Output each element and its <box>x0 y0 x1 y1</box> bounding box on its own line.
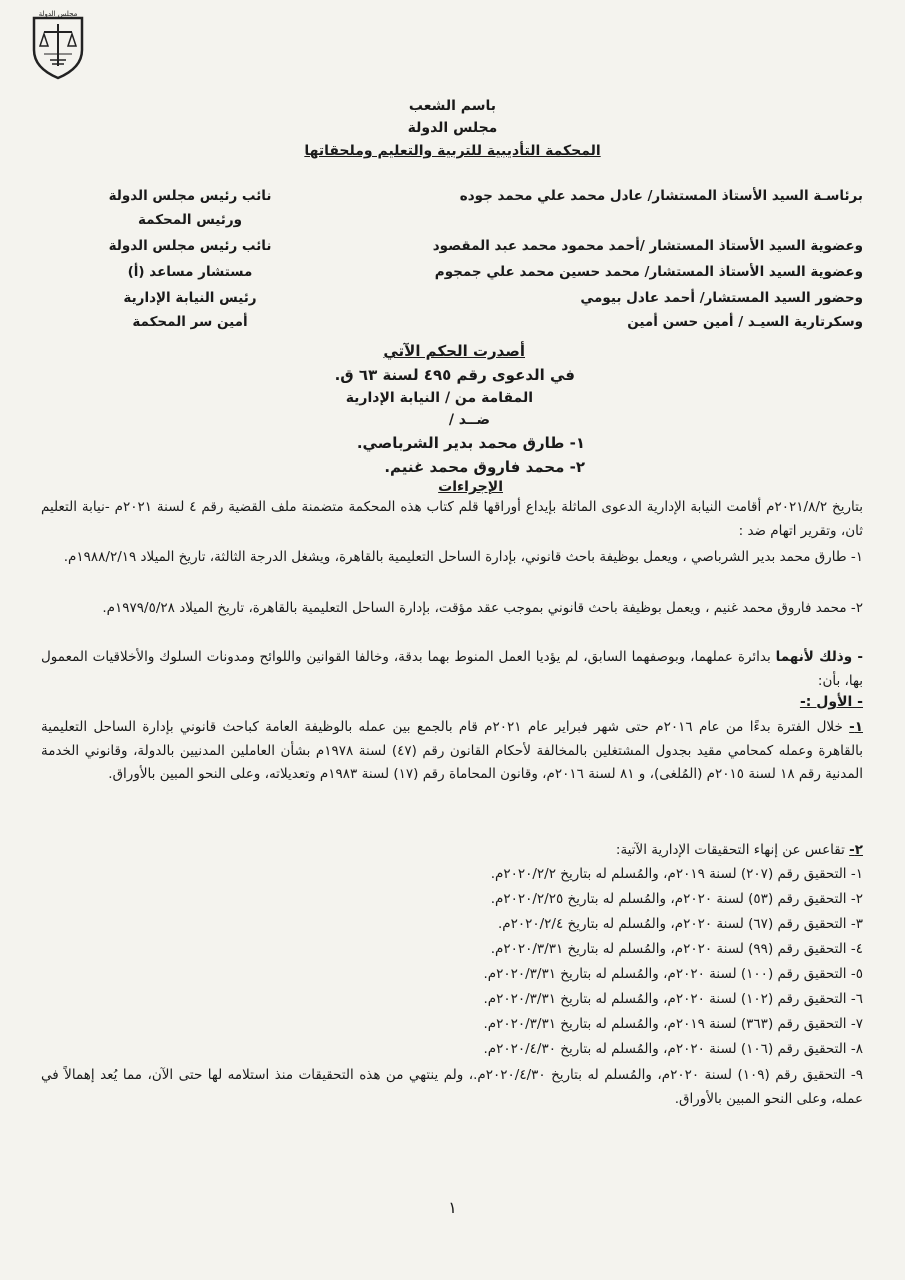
investigation-item-9: ٩- التحقيق رقم (١٠٩) لسنة ٢٠٢٠م، والمُسلم له بتاريخ ٢٠٢٠/٤/٣٠م.، ولم ينتهي من هذه التحقيقات منذ استلامه لها حتى الآن، مما يُعد إهمالاً في عمله، وعلى النحو المبين بالأوراق. <box>41 1067 863 1107</box>
title-prosecution-head: رئيس النيابة الإدارية <box>123 290 257 306</box>
case-number: في الدعوى رقم ٤٩٥ لسنة ٦٣ ق. <box>334 366 575 384</box>
header-line-3: المحكمة التأديبية للتربية والتعليم وملحقاتها <box>304 143 601 159</box>
charges-intro-lead: - وذلك لأنهما <box>775 649 863 665</box>
charge-1 <box>41 716 863 787</box>
charge-1-number: ١- <box>849 719 863 735</box>
header-line-2: مجلس الدولة <box>407 120 498 136</box>
page-number: ١ <box>448 1198 457 1217</box>
panel-secretary: وسكرتارية السيـد / أمين حسن أمين <box>627 314 863 330</box>
investigation-item: ٨- التحقيق رقم (١٠٦) لسنة ٢٠٢٠م، والمُسلم له بتاريخ ٢٠٢٠/٤/٣٠م. <box>483 1041 863 1057</box>
first-defendant-heading: - الأول :- <box>799 694 863 710</box>
panel-attendance: وحضور السيد المستشار/ أحمد عادل بيومي <box>580 290 863 306</box>
title-court-secretary: أمين سر المحكمة <box>132 314 248 330</box>
header-line-1: باسم الشعب <box>408 98 497 114</box>
investigation-item: ٤- التحقيق رقم (٩٩) لسنة ٢٠٢٠م، والمُسلم له بتاريخ ٢٠٢٠/٣/٣١م. <box>490 941 863 957</box>
title-vice-president-2: نائب رئيس مجلس الدولة <box>108 238 272 254</box>
charges-intro-text: بدائرة عملهما، وبوصفهما السابق، لم يؤديا العمل المنوط بهما بدقة، وخالفا القوانين واللوائح ومدونات السلوك والأخلاقيات المعمول بها، بأن: <box>41 649 863 689</box>
case-defendant-2: ٢- محمد فاروق محمد غنيم. <box>384 458 585 476</box>
panel-member-1: وعضوية السيد الأستاذ المستشار /أحمد محمود محمد عبد المقصود <box>432 238 863 254</box>
investigation-item: ٣- التحقيق رقم (٦٧) لسنة ٢٠٢٠م، والمُسلم له بتاريخ ٢٠٢٠/٢/٤م. <box>497 916 863 932</box>
charge-2-number: ٢- <box>849 842 863 858</box>
procedures-paragraph-1: بتاريخ ٢٠٢١/٨/٢م أقامت النيابة الإدارية الدعوى الماثلة بإيداع أوراقها قلم كتاب هذه المحكمة متضمنة ملف القضية رقم ٤ لسنة ٢٠٢١م -نيابة التعليم ثان، وتقرير اتهام ضد : <box>41 499 863 539</box>
investigation-item: ٥- التحقيق رقم (١٠٠) لسنة ٢٠٢٠م، والمُسلم له بتاريخ ٢٠٢٠/٣/٣١م. <box>483 966 863 982</box>
charge-2-text: تقاعس عن إنهاء التحقيقات الإدارية الآتية: <box>615 842 845 858</box>
charges-intro <box>41 646 863 693</box>
case-filed-by: المقامة من / النيابة الإدارية <box>345 390 533 406</box>
procedures-heading: الإجراءات <box>438 479 503 495</box>
defendant-2-details: ٢- محمد فاروق محمد غنيم ، ويعمل بوظيفة باحث قانوني بموجب عقد مؤقت، بإدارة الساحل التعليمية بالقاهرة، تاريخ الميلاد ١٩٧٩/٥/٢٨م. <box>102 600 863 616</box>
charge-2 <box>616 842 863 858</box>
title-court-president: ورئيس المحكمة <box>137 212 243 228</box>
panel-presidency: برئاسـة السيد الأستاذ المستشار/ عادل محمد علي محمد جوده <box>459 188 863 204</box>
case-against: ضــد / <box>448 412 490 428</box>
defendant-1-details: ١- طارق محمد بدير الشرباصي ، ويعمل بوظيفة باحث قانوني، بإدارة الساحل التعليمية بالقاهرة، ويشغل الدرجة الثالثة، تاريخ الميلاد ١٩٨٨/٢/١٩م. <box>63 549 863 565</box>
logo-caption: مجلس الدولة <box>38 10 78 18</box>
investigation-item: ١- التحقيق رقم (٢٠٧) لسنة ٢٠١٩م، والمُسلم له بتاريخ ٢٠٢٠/٢/٢م. <box>490 866 863 882</box>
title-vice-president: نائب رئيس مجلس الدولة <box>108 188 272 204</box>
charge-1-text: خلال الفترة بدءًا من عام ٢٠١٦م حتى شهر فبراير عام ٢٠٢١م قام بالجمع بين عمله بالوظيفة العامة كباحث قانوني بإدارة الساحل التعليمية بالقاهرة وعمله كمحامي مقيد بجدول المشتغلين بالمخالفة لأحكام القانون رقم (٤٧) لسنة ١٩٧٨م بشأن العاملين المدنيين بالدولة، وقانوني الخدمة المدنية رقم ١٨ لسنة ٢٠١٥م (المُلغى)، و ٨١ لسنة ٢٠١٦م، وقانون المحاماة رقم (١٧) لسنة ١٩٨٣م وتعديلاته، وعلى النحو المبين بالأوراق. <box>41 719 863 782</box>
case-defendant-1: ١- طارق محمد بدير الشرباصي. <box>356 434 585 452</box>
title-assistant-counselor: مستشار مساعد (أ) <box>127 264 253 280</box>
case-issued: أصدرت الحكم الآتي <box>383 342 525 360</box>
scales-emblem-icon <box>30 10 86 80</box>
investigation-item: ٦- التحقيق رقم (١٠٢) لسنة ٢٠٢٠م، والمُسلم له بتاريخ ٢٠٢٠/٣/٣١م. <box>483 991 863 1007</box>
panel-member-2: وعضوية السيد الأستاذ المستشار/ محمد حسين محمد علي جمجوم <box>434 264 863 280</box>
investigation-item: ٢- التحقيق رقم (٥٣) لسنة ٢٠٢٠م، والمُسلم له بتاريخ ٢٠٢٠/٢/٢٥م. <box>490 891 863 907</box>
investigation-item: ٧- التحقيق رقم (٣٦٣) لسنة ٢٠١٩م، والمُسلم له بتاريخ ٢٠٢٠/٣/٣١م. <box>483 1016 863 1032</box>
